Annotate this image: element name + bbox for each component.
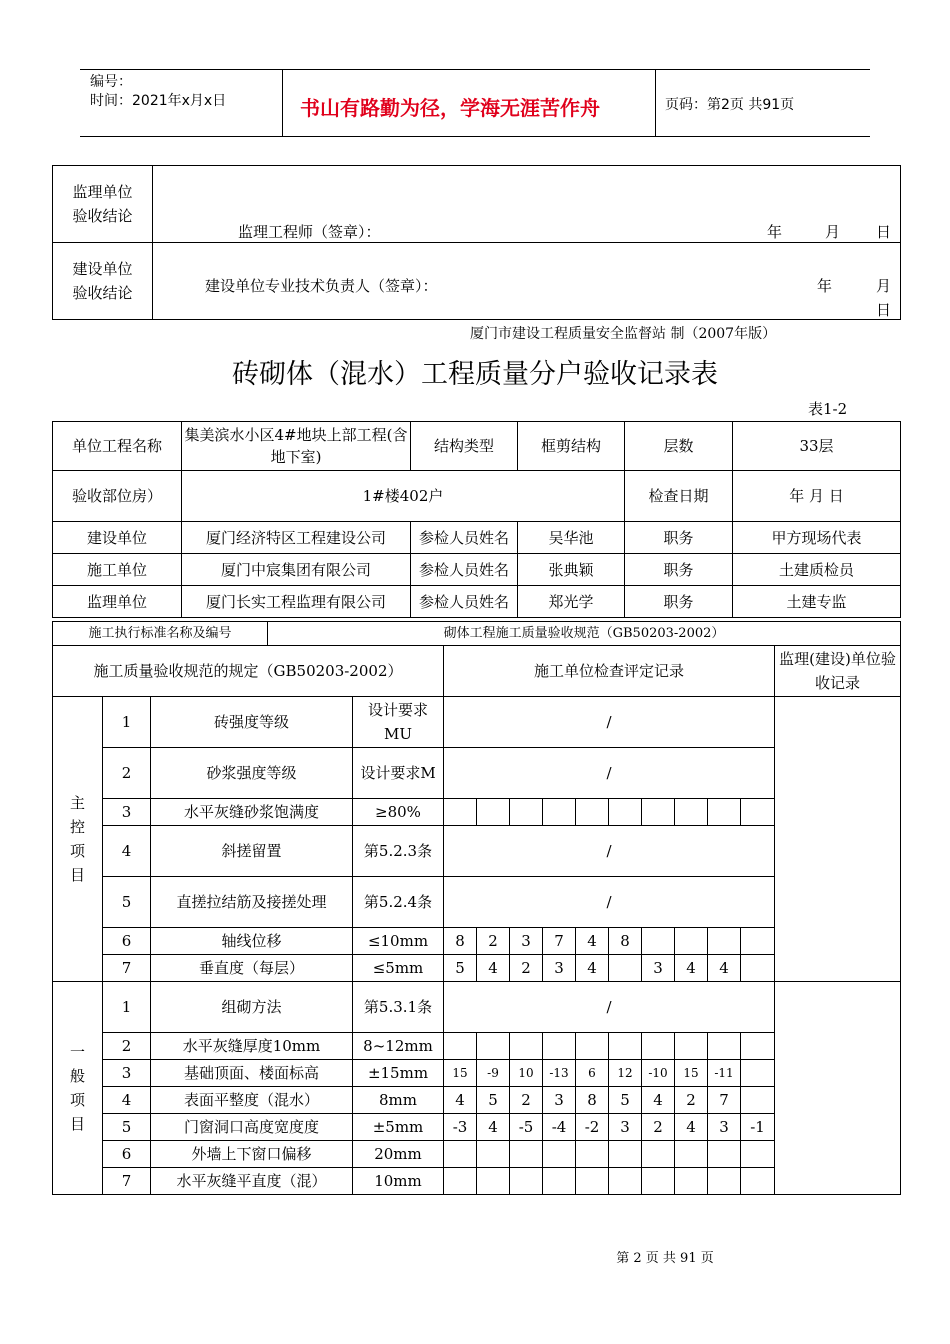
measurement-cell xyxy=(576,1168,609,1195)
standard-table xyxy=(52,621,901,646)
item-number: 3 xyxy=(103,1060,151,1087)
measurement-cell xyxy=(576,1141,609,1168)
item-requirement: 设计要求MU xyxy=(353,697,444,748)
group-label-char: 一 xyxy=(69,1043,85,1061)
party-role: 监理单位 xyxy=(53,586,182,618)
item-row xyxy=(53,1087,901,1114)
floors-label: 层数 xyxy=(625,422,733,471)
date-year: 年 xyxy=(767,223,783,241)
measurement-cell xyxy=(477,1033,510,1060)
header-motto: 书山有路勤为径，学海无涯苦作舟 xyxy=(300,96,600,120)
measurement-cell: 3 xyxy=(642,955,675,982)
item-number: 7 xyxy=(103,955,151,982)
item-record-slash: / xyxy=(444,697,775,748)
item-row xyxy=(53,982,901,1033)
measurement-cell: -4 xyxy=(543,1114,576,1141)
measurement-cell xyxy=(609,1033,642,1060)
item-number: 1 xyxy=(103,982,151,1033)
item-number: 5 xyxy=(103,1114,151,1141)
item-row xyxy=(53,697,901,748)
party-title: 土建专监 xyxy=(733,586,901,618)
date-month: 月 xyxy=(876,277,892,295)
item-name: 水平灰缝厚度10mm xyxy=(151,1033,353,1060)
unit-project-value: 集美滨水小区4#地块上部工程(含地下室) xyxy=(182,422,411,471)
measurement-cell xyxy=(741,1087,775,1114)
measurement-cell xyxy=(510,799,543,826)
item-name: 表面平整度（混水） xyxy=(151,1087,353,1114)
item-number: 7 xyxy=(103,1168,151,1195)
group-label-char: 控 xyxy=(69,818,85,836)
measurement-cell: 2 xyxy=(675,1087,708,1114)
item-requirement: 8mm xyxy=(353,1087,444,1114)
measurement-cell: 3 xyxy=(708,1114,741,1141)
measurement-cell xyxy=(642,1168,675,1195)
item-name: 门窗洞口高度宽度度 xyxy=(151,1114,353,1141)
item-row xyxy=(53,1114,901,1141)
supervision-engineer-sign: 监理工程师（签章）： xyxy=(238,223,381,241)
item-row xyxy=(53,748,901,799)
item-number: 6 xyxy=(103,1141,151,1168)
measurement-cell: 2 xyxy=(477,928,510,955)
party-title: 甲方现场代表 xyxy=(733,522,901,554)
measurement-cell xyxy=(609,1141,642,1168)
measurement-cell: 4 xyxy=(675,1114,708,1141)
measurement-cell xyxy=(510,1033,543,1060)
item-name: 水平灰缝平直度（混） xyxy=(151,1168,353,1195)
measurement-cell xyxy=(708,928,741,955)
measurement-cell xyxy=(576,1033,609,1060)
item-number: 2 xyxy=(103,1033,151,1060)
header-time-label: 时间：2021年x月x日 xyxy=(90,93,227,109)
measurement-cell: 15 xyxy=(444,1060,477,1087)
item-name: 水平灰缝砂浆饱满度 xyxy=(151,799,353,826)
measurement-cell: 3 xyxy=(510,928,543,955)
party-person: 郑光学 xyxy=(518,586,625,618)
measurement-cell xyxy=(675,1033,708,1060)
measurement-cell: 5 xyxy=(444,955,477,982)
party-title-label: 职务 xyxy=(625,554,733,586)
measurement-cell xyxy=(444,1033,477,1060)
item-name: 直搓拉结筋及接搓处理 xyxy=(151,877,353,928)
group-label-char: 目 xyxy=(69,866,85,884)
measurement-cell: 8 xyxy=(444,928,477,955)
item-requirement: 第5.2.4条 xyxy=(353,877,444,928)
measurement-cell xyxy=(543,1141,576,1168)
measurement-cell xyxy=(675,1168,708,1195)
item-number: 4 xyxy=(103,1087,151,1114)
measurement-cell: 10 xyxy=(510,1060,543,1087)
owner-conclusion-cell xyxy=(153,243,901,320)
group-label-char: 般 xyxy=(69,1067,85,1085)
standard-label: 施工执行标准名称及编号 xyxy=(53,622,268,646)
measurement-cell xyxy=(708,1141,741,1168)
party-person: 张典颖 xyxy=(518,554,625,586)
measurement-cell: -5 xyxy=(510,1114,543,1141)
party-role: 建设单位 xyxy=(53,522,182,554)
item-name: 砖强度等级 xyxy=(151,697,353,748)
measurement-cell: 5 xyxy=(477,1087,510,1114)
group-label-char: 目 xyxy=(69,1115,85,1133)
measurement-cell: -9 xyxy=(477,1060,510,1087)
party-row xyxy=(53,586,901,618)
item-number: 1 xyxy=(103,697,151,748)
measurement-cell xyxy=(741,1141,775,1168)
table-number: 表1-2 xyxy=(808,400,848,418)
measurement-cell: 2 xyxy=(510,955,543,982)
measurement-cell: 6 xyxy=(576,1060,609,1087)
measurement-cell xyxy=(708,1033,741,1060)
party-title-label: 职务 xyxy=(625,586,733,618)
item-row xyxy=(53,955,901,982)
measurement-cell: 4 xyxy=(642,1087,675,1114)
measurement-cell: -1 xyxy=(741,1114,775,1141)
measurement-cell xyxy=(675,1141,708,1168)
item-number: 6 xyxy=(103,928,151,955)
measurement-cell: 4 xyxy=(576,955,609,982)
item-row xyxy=(53,928,901,955)
measurement-cell: -3 xyxy=(444,1114,477,1141)
location-label: 验收部位房） xyxy=(53,471,182,522)
measurement-cell: 12 xyxy=(609,1060,642,1087)
item-requirement: ±5mm xyxy=(353,1114,444,1141)
items-table xyxy=(52,696,901,1195)
measurement-cell xyxy=(708,1168,741,1195)
header-divider xyxy=(282,69,283,136)
measurement-cell: 4 xyxy=(477,955,510,982)
measurement-cell: 3 xyxy=(609,1114,642,1141)
measurement-cell xyxy=(477,799,510,826)
spec-column-header: 施工质量验收规范的规定（GB50203-2002） xyxy=(53,646,444,697)
measurement-cell xyxy=(741,955,775,982)
party-row xyxy=(53,554,901,586)
item-name: 垂直度（每层） xyxy=(151,955,353,982)
measurement-cell xyxy=(543,1033,576,1060)
measurement-cell xyxy=(609,955,642,982)
item-record-slash: / xyxy=(444,748,775,799)
measurement-cell xyxy=(609,1168,642,1195)
measurement-cell xyxy=(609,799,642,826)
group-label xyxy=(53,982,103,1195)
item-name: 组砌方法 xyxy=(151,982,353,1033)
measurement-cell xyxy=(576,799,609,826)
party-role: 施工单位 xyxy=(53,554,182,586)
measurement-cell xyxy=(477,1168,510,1195)
check-date-label: 检查日期 xyxy=(625,471,733,522)
item-name: 外墙上下窗口偏移 xyxy=(151,1141,353,1168)
measurement-cell: 4 xyxy=(477,1114,510,1141)
date-year: 年 xyxy=(817,277,833,295)
party-title: 土建质检员 xyxy=(733,554,901,586)
measurement-cell: 7 xyxy=(708,1087,741,1114)
date-day: 日 xyxy=(876,223,892,241)
supervision-conclusion-cell xyxy=(153,166,901,243)
conclusion-table xyxy=(52,165,901,320)
header-bottom-rule xyxy=(80,136,870,137)
unit-project-label: 单位工程名称 xyxy=(53,422,182,471)
group-label-char: 项 xyxy=(69,842,85,860)
label-line: 验收结论 xyxy=(72,284,133,302)
measurement-cell: 4 xyxy=(675,955,708,982)
location-value: 1#楼402户 xyxy=(182,471,625,522)
measurement-cell: 4 xyxy=(444,1087,477,1114)
item-record-slash: / xyxy=(444,877,775,928)
page-title: 砖砌体（混水）工程质量分户验收记录表 xyxy=(232,359,718,390)
item-row xyxy=(53,799,901,826)
item-number: 3 xyxy=(103,799,151,826)
party-person-label: 参检人员姓名 xyxy=(411,554,518,586)
measurement-cell: -13 xyxy=(543,1060,576,1087)
item-requirement: ≤5mm xyxy=(353,955,444,982)
measurement-cell xyxy=(741,928,775,955)
measurement-cell xyxy=(543,799,576,826)
item-requirement: ≤10mm xyxy=(353,928,444,955)
item-requirement: 第5.3.1条 xyxy=(353,982,444,1033)
item-number: 5 xyxy=(103,877,151,928)
item-row xyxy=(53,1141,901,1168)
measurement-cell: 4 xyxy=(576,928,609,955)
label-line: 验收结论 xyxy=(72,207,133,225)
measurement-cell xyxy=(444,799,477,826)
item-row xyxy=(53,1033,901,1060)
measurement-cell: 3 xyxy=(543,955,576,982)
item-requirement: 10mm xyxy=(353,1168,444,1195)
group-label-char: 项 xyxy=(69,1091,85,1109)
party-row xyxy=(53,522,901,554)
supervision-conclusion-label xyxy=(53,166,153,243)
party-person-label: 参检人员姓名 xyxy=(411,522,518,554)
party-company: 厦门经济特区工程建设公司 xyxy=(182,522,411,554)
item-requirement: 设计要求M xyxy=(353,748,444,799)
header-page-info: 页码：第2页 共91页 xyxy=(665,97,795,113)
column-header-table xyxy=(52,645,901,697)
party-title-label: 职务 xyxy=(625,522,733,554)
measurement-cell xyxy=(642,799,675,826)
party-person: 吴华池 xyxy=(518,522,625,554)
measurement-cell xyxy=(444,1168,477,1195)
item-requirement: ≥80% xyxy=(353,799,444,826)
measurement-cell: 2 xyxy=(642,1114,675,1141)
measurement-cell xyxy=(741,1033,775,1060)
party-company: 厦门中宸集团有限公司 xyxy=(182,554,411,586)
measurement-cell xyxy=(741,1168,775,1195)
item-row xyxy=(53,826,901,877)
measurement-cell xyxy=(510,1141,543,1168)
measurement-cell: 8 xyxy=(576,1087,609,1114)
item-record-slash: / xyxy=(444,826,775,877)
structure-value: 框剪结构 xyxy=(518,422,625,471)
group-label-char: 主 xyxy=(69,794,85,812)
measurement-cell: 8 xyxy=(609,928,642,955)
label-line: 监理单位 xyxy=(72,183,133,201)
info-table xyxy=(52,421,901,618)
measurement-cell xyxy=(675,928,708,955)
measurement-cell: 7 xyxy=(543,928,576,955)
measurement-cell: 4 xyxy=(708,955,741,982)
measurement-cell xyxy=(477,1141,510,1168)
measurement-cell xyxy=(741,1060,775,1087)
measurement-cell xyxy=(642,928,675,955)
item-name: 砂浆强度等级 xyxy=(151,748,353,799)
header-top-rule xyxy=(80,69,870,70)
supervision-column-header: 监理(建设)单位验收记录 xyxy=(775,646,901,697)
standard-value: 砌体工程施工质量验收规范（GB50203-2002） xyxy=(268,622,901,646)
item-row xyxy=(53,1060,901,1087)
measurement-cell: 3 xyxy=(543,1087,576,1114)
measurement-cell xyxy=(642,1141,675,1168)
measurement-cell xyxy=(708,799,741,826)
measurement-cell: -11 xyxy=(708,1060,741,1087)
item-requirement: 8~12mm xyxy=(353,1033,444,1060)
group-label xyxy=(53,697,103,982)
item-name: 基础顶面、楼面标高 xyxy=(151,1060,353,1087)
header-divider xyxy=(655,69,656,136)
party-person-label: 参检人员姓名 xyxy=(411,586,518,618)
measurement-cell: -10 xyxy=(642,1060,675,1087)
check-date-value: 年 月 日 xyxy=(733,471,901,522)
measurement-cell: -2 xyxy=(576,1114,609,1141)
measurement-cell: 2 xyxy=(510,1087,543,1114)
page-footer: 第 2 页 共 91 页 xyxy=(616,1251,714,1266)
issuer: 厦门市建设工程质量安全监督站 制（2007年版） xyxy=(470,326,777,342)
item-record-slash: / xyxy=(444,982,775,1033)
item-requirement: 第5.2.3条 xyxy=(353,826,444,877)
structure-label: 结构类型 xyxy=(411,422,518,471)
measurement-cell: 15 xyxy=(675,1060,708,1087)
owner-tech-sign: 建设单位专业技术负责人（签章）： xyxy=(205,277,438,295)
item-requirement: ±15mm xyxy=(353,1060,444,1087)
date-month: 月 xyxy=(825,223,841,241)
floors-value: 33层 xyxy=(733,422,901,471)
measurement-cell xyxy=(741,799,775,826)
measurement-cell xyxy=(675,799,708,826)
item-name: 斜搓留置 xyxy=(151,826,353,877)
item-name: 轴线位移 xyxy=(151,928,353,955)
item-number: 2 xyxy=(103,748,151,799)
measurement-cell xyxy=(642,1033,675,1060)
measurement-cell xyxy=(444,1141,477,1168)
item-requirement: 20mm xyxy=(353,1141,444,1168)
measurement-cell: 5 xyxy=(609,1087,642,1114)
item-row xyxy=(53,1168,901,1195)
supervision-record-cell xyxy=(775,697,901,982)
header-code-label: 编号： xyxy=(90,74,132,90)
item-number: 4 xyxy=(103,826,151,877)
date-day: 日 xyxy=(876,301,892,319)
supervision-record-cell xyxy=(775,982,901,1195)
record-column-header: 施工单位检查评定记录 xyxy=(444,646,775,697)
owner-conclusion-label xyxy=(53,243,153,320)
measurement-cell xyxy=(543,1168,576,1195)
label-line: 建设单位 xyxy=(72,260,133,278)
party-company: 厦门长实工程监理有限公司 xyxy=(182,586,411,618)
measurement-cell xyxy=(510,1168,543,1195)
item-row xyxy=(53,877,901,928)
